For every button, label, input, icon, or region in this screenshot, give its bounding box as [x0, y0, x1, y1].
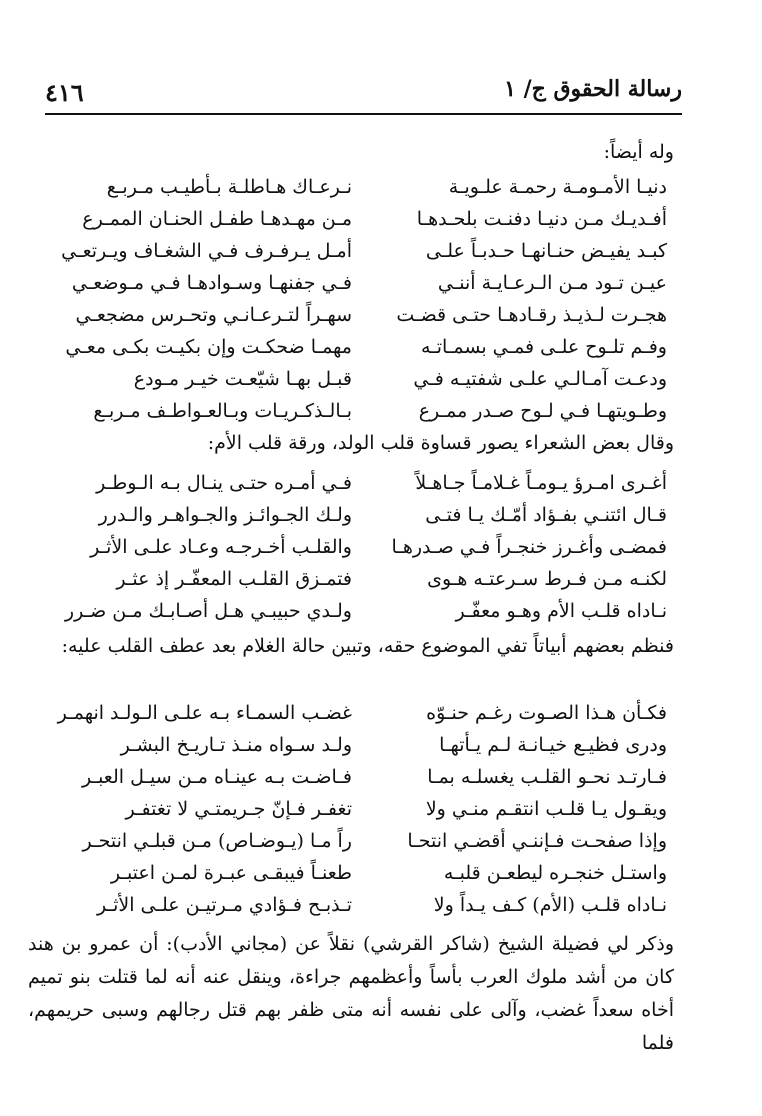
page-header: [45, 72, 682, 112]
second-hemistich: ولـد سـواه منـذ تـاريـخ البشـر: [120, 734, 352, 756]
verse: [28, 536, 682, 568]
first-hemistich: نـاداه قلـب الأم وهـو معفّـر: [455, 600, 667, 622]
verse: [28, 568, 682, 600]
intro-line: وله أيضاً:: [603, 141, 674, 163]
first-hemistich: واستـل خنجـره ليطعـن قلبـه: [443, 862, 667, 884]
verse: [28, 830, 682, 862]
second-hemistich: أمـل يـرفـرف فـي الشغـاف ويـرتعـي: [61, 240, 352, 262]
first-hemistich: عيـن تـود مـن الـرعـايـة أننـي: [437, 272, 667, 294]
intro-line: وقال بعض الشعراء يصور قساوة قلب الولد، ورقة قلب الأم:: [207, 432, 674, 454]
verse: [28, 400, 682, 432]
verse: [28, 240, 682, 272]
first-hemistich: فكـأن هـذا الصـوت رغـم حنـوّه: [426, 702, 667, 724]
second-hemistich: راً مـا (يـوضـاص) مـن قبلـي انتحـر: [82, 830, 352, 852]
second-hemistich: فـاضـت بـه عينـاه مـن سيـل العبـر: [82, 766, 352, 788]
first-hemistich: وإذا صفحـت فـإننـي أقضـي انتحـا: [407, 830, 667, 852]
second-hemistich: نـرعـاك هـاطلـة بـأطيـب مـربـع: [106, 176, 352, 198]
running-title: رسالة الحقوق ج/ ١: [504, 76, 682, 102]
second-hemistich: تـذبـح فـؤادي مـرتيـن علـى الأثـر: [97, 894, 352, 916]
second-hemistich: تغفـر فـإنّ جـريمتـي لا تغتفـر: [125, 798, 352, 820]
page-number: ٤١٦: [45, 78, 84, 107]
first-hemistich: قـال ائتنـي بفـؤاد أمّـك يـا فتـى: [425, 504, 667, 526]
verse: [28, 862, 682, 894]
second-hemistich: ولـك الجـوائـز والجـواهـر والـدرر: [98, 504, 352, 526]
first-hemistich: دنيـا الأمـومـة رحمـة علـويـة: [448, 176, 667, 198]
verse: [28, 304, 682, 336]
second-hemistich: فتمـزق القلـب المعفّـر إذ عثـر: [116, 568, 352, 590]
closing-paragraph: وذكر لي فضيلة الشيخ (شاكر القرشي) نقلاً عن (مجاني الأدب): أن عمرو بن هند كان من أشد ملوك العرب بأساً وأعظمهم جراءة، وينقل عنه أنه لما قتلت بنو تميم أخاه سعداً غضب، وآلى على نفسه أنه متى ظفر بهم قتل رجالهم وسبى حريمهم، فلما: [28, 933, 674, 1054]
first-hemistich: وفـم تلـوح علـى فمـي بسمـاتـه: [421, 336, 667, 358]
first-hemistich: فمضـى وأغـرز خنجـراً فـي صـدرهـا: [391, 536, 667, 558]
verse: [28, 766, 682, 798]
second-hemistich: طعنـاً فيبقـى عبـرة لمـن اعتبـر: [110, 862, 352, 884]
header-rule: [45, 113, 682, 115]
verse: [28, 336, 682, 368]
second-hemistich: غضـب السمـاء بـه علـى الـولـد انهمـر: [57, 702, 352, 724]
poem-block: [28, 702, 682, 926]
second-hemistich: مـن مهـدهـا طفـل الحنـان الممـرع: [82, 208, 352, 230]
verse: [28, 176, 682, 208]
verse: [28, 208, 682, 240]
poem-block: [28, 176, 682, 432]
intro-paragraph: فنظم بعضهم أبياتاً تفي الموضوع حقه، وتبين حالة الغلام بعد عطف القلب عليه:: [61, 635, 674, 657]
second-hemistich: ولـدي حبيبـي هـل أصـابـك مـن ضـرر: [64, 600, 352, 622]
first-hemistich: كبـد يفيـض حنـانهـا حـدبـاً علـى: [425, 240, 667, 262]
verse: [28, 272, 682, 304]
second-hemistich: بـالـذكـريـات وبـالعـواطـف مـربـع: [93, 400, 352, 422]
verse: [28, 734, 682, 766]
first-hemistich: لكنـه مـن فـرط سـرعتـه هـوى: [427, 568, 667, 590]
verse: [28, 894, 682, 926]
second-hemistich: والقلـب أخـرجـه وعـاد علـى الأثـر: [90, 536, 352, 558]
first-hemistich: أفـديـك مـن دنيـا دفنـت بلحـدهـا: [416, 208, 667, 230]
verse: [28, 504, 682, 536]
poem-block: [28, 472, 682, 632]
second-hemistich: فـي أمـره حتـى ينـال بـه الـوطـر: [96, 472, 352, 494]
first-hemistich: هجـرت لـذيـذ رقـادهـا حتـى قضـت: [396, 304, 667, 326]
verse: [28, 368, 682, 400]
verse: [28, 472, 682, 504]
verse: [28, 798, 682, 830]
first-hemistich: أغـرى امـرؤ يـومـاً غـلامـاً جـاهـلاً: [415, 472, 667, 494]
second-hemistich: فـي جفنهـا وسـوادهـا فـي مـوضعـي: [71, 272, 352, 294]
first-hemistich: ودرى فظيـع خيـانـة لـم يـأتهـا: [439, 734, 667, 756]
first-hemistich: نـاداه قلـب (الأم) كـف يـداً ولا: [433, 894, 667, 916]
first-hemistich: وطـويتهـا فـي لـوح صـدر ممـرع: [418, 400, 667, 422]
first-hemistich: ودعـت آمـالـي علـى شفتيـه فـي: [413, 368, 667, 390]
verse: [28, 702, 682, 734]
second-hemistich: مهمـا ضحكـت وإن بكيـت بكـى معـي: [65, 336, 352, 358]
first-hemistich: ويقـول يـا قلـب انتقـم منـي ولا: [425, 798, 667, 820]
second-hemistich: قبـل بهـا شيّعـت خيـر مـودع: [133, 368, 352, 390]
first-hemistich: فـارتـد نحـو القلـب يغسلـه بمـا: [427, 766, 667, 788]
verse: [28, 600, 682, 632]
second-hemistich: سهـراً لتـرعـانـي وتحـرس مضجعـي: [75, 304, 352, 326]
